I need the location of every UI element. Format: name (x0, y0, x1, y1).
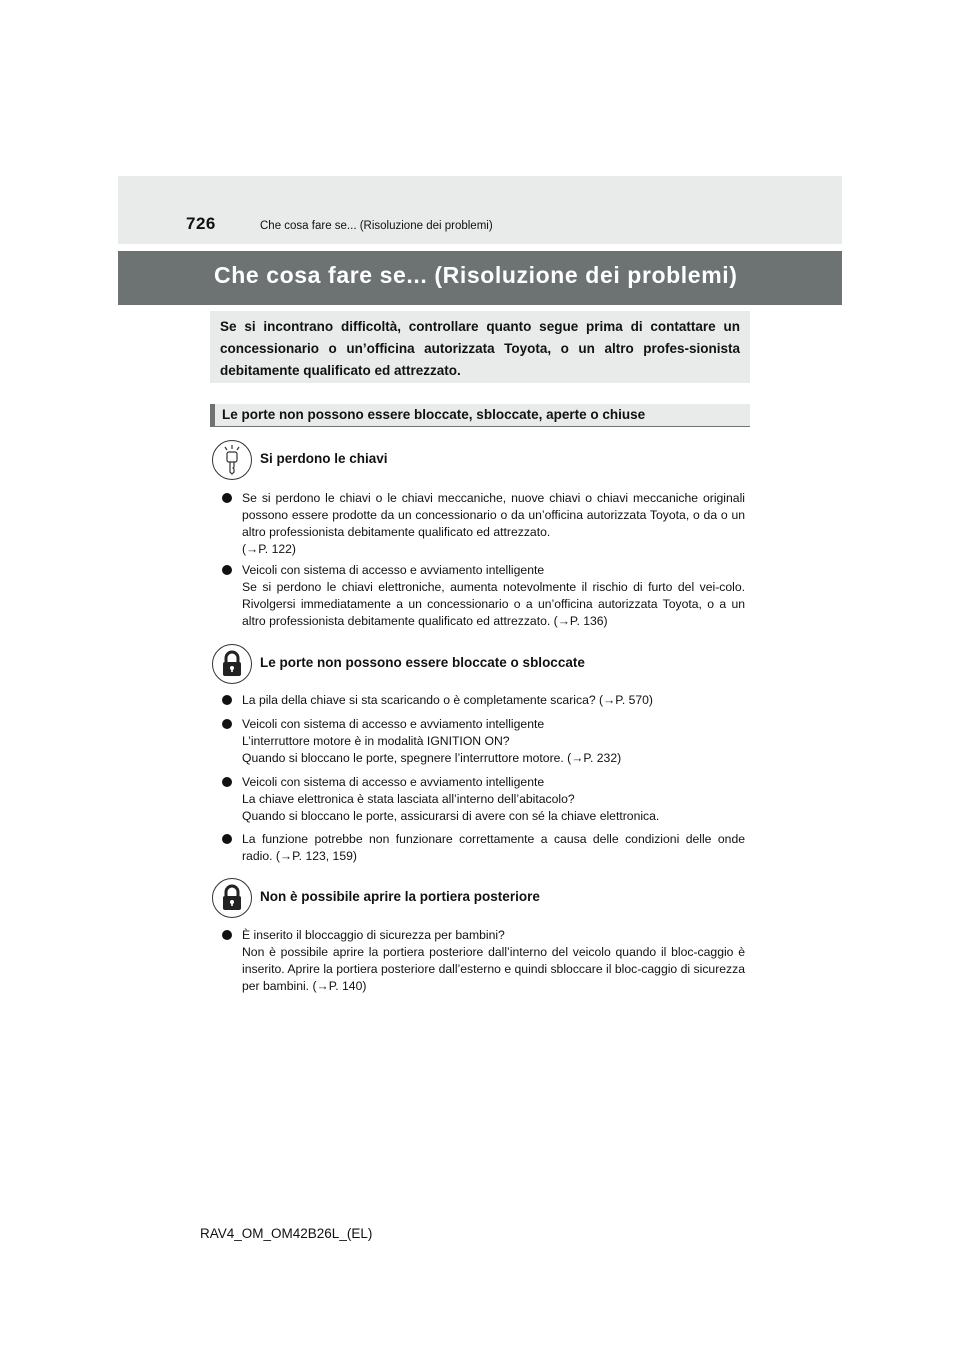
key-icon (212, 440, 252, 480)
page-number: 726 (186, 214, 216, 233)
item-line: Veicoli con sistema di accesso e avviamento intelligente (242, 775, 545, 789)
bullet (222, 565, 232, 575)
item-line: Veicoli con sistema di accesso e avviamento intelligente (242, 717, 545, 731)
bullet (222, 930, 232, 940)
list-item (222, 831, 745, 865)
subsection-rear-door (212, 878, 752, 920)
item-line: Veicoli con sistema di accesso e avviamento intelligente (242, 563, 545, 577)
header-band (118, 176, 842, 244)
item-line: Non è possibile aprire la portiera posteriore dall’interno del veicolo quando il bloc-caggio è inserito. Aprire la portiera posteriore dall’esterno e quindi sbloccare il bloc-caggio di sicurezza per bambini. (→P. 140) (242, 945, 745, 993)
intro-text: Se si incontrano difficoltà, controllare quanto segue prima di contattare un concessionario o un’officina autorizzata Toyota, o un altro profes-sionista debitamente qualificato ed attrezzato. (220, 319, 740, 378)
item-line: L’interruttore motore è in modalità IGNITION ON? (242, 734, 510, 748)
running-title: Che cosa fare se... (Risoluzione dei problemi) (260, 220, 493, 232)
lock-icon (212, 644, 252, 684)
item-line: Se si perdono le chiavi o le chiavi meccaniche, nuove chiavi o chiavi meccaniche originali possono essere prodotte da un concessionario o da un’officina autorizzata Toyota, o da o un altro professionista debitamente qualificato ed attrezzato. (242, 491, 745, 539)
subsection-label: Si perdono le chiavi (260, 451, 388, 466)
list-item (222, 692, 745, 709)
document-code: RAV4_OM_OM42B26L_(EL) (200, 1226, 373, 1241)
list-item (222, 774, 745, 825)
subsection-doors-lock (212, 644, 752, 686)
item-line: Se si perdono le chiavi elettroniche, aumenta notevolmente il rischio di furto del vei-colo. Rivolgersi immediatamente a un concessionario o a un’officina autorizzata Toyota, o a un altro professionista debitamente qualificato ed attrezzato. (→P. 136) (242, 580, 745, 628)
list-item (222, 927, 745, 995)
item-line: La funzione potrebbe non funzionare correttamente a causa delle condizioni delle onde radio. (→P. 123, 159) (242, 832, 745, 863)
bullet (222, 719, 232, 729)
lock-icon (212, 878, 252, 918)
subsection-label: Le porte non possono essere bloccate o sbloccate (260, 655, 585, 670)
subsection-label: Non è possibile aprire la portiera posteriore (260, 889, 540, 904)
item-line: La pila della chiave si sta scaricando o è completamente scarica? (→P. 570) (242, 693, 653, 707)
item-line: La chiave elettronica è stata lasciata all’interno dell’abitacolo? (242, 792, 575, 806)
list-item (222, 490, 745, 558)
page-title: Che cosa fare se... (Risoluzione dei problemi) (214, 262, 738, 288)
section-heading-bar (210, 404, 215, 426)
bullet (222, 493, 232, 503)
subsection-lost-keys (212, 440, 752, 482)
item-line: Quando si bloccano le porte, assicurarsi di avere con sé la chiave elettronica. (242, 809, 660, 823)
item-line: È inserito il bloccaggio di sicurezza per bambini? (242, 928, 505, 942)
section-heading (210, 404, 750, 427)
bullet (222, 695, 232, 705)
list-item (222, 562, 745, 630)
section-heading-text: Le porte non possono essere bloccate, sbloccate, aperte o chiuse (222, 407, 646, 422)
bullet (222, 777, 232, 787)
list-item (222, 716, 745, 767)
bullet (222, 834, 232, 844)
item-line: (→P. 122) (242, 542, 296, 556)
item-line: Quando si bloccano le porte, spegnere l’interruttore motore. (→P. 232) (242, 751, 622, 765)
